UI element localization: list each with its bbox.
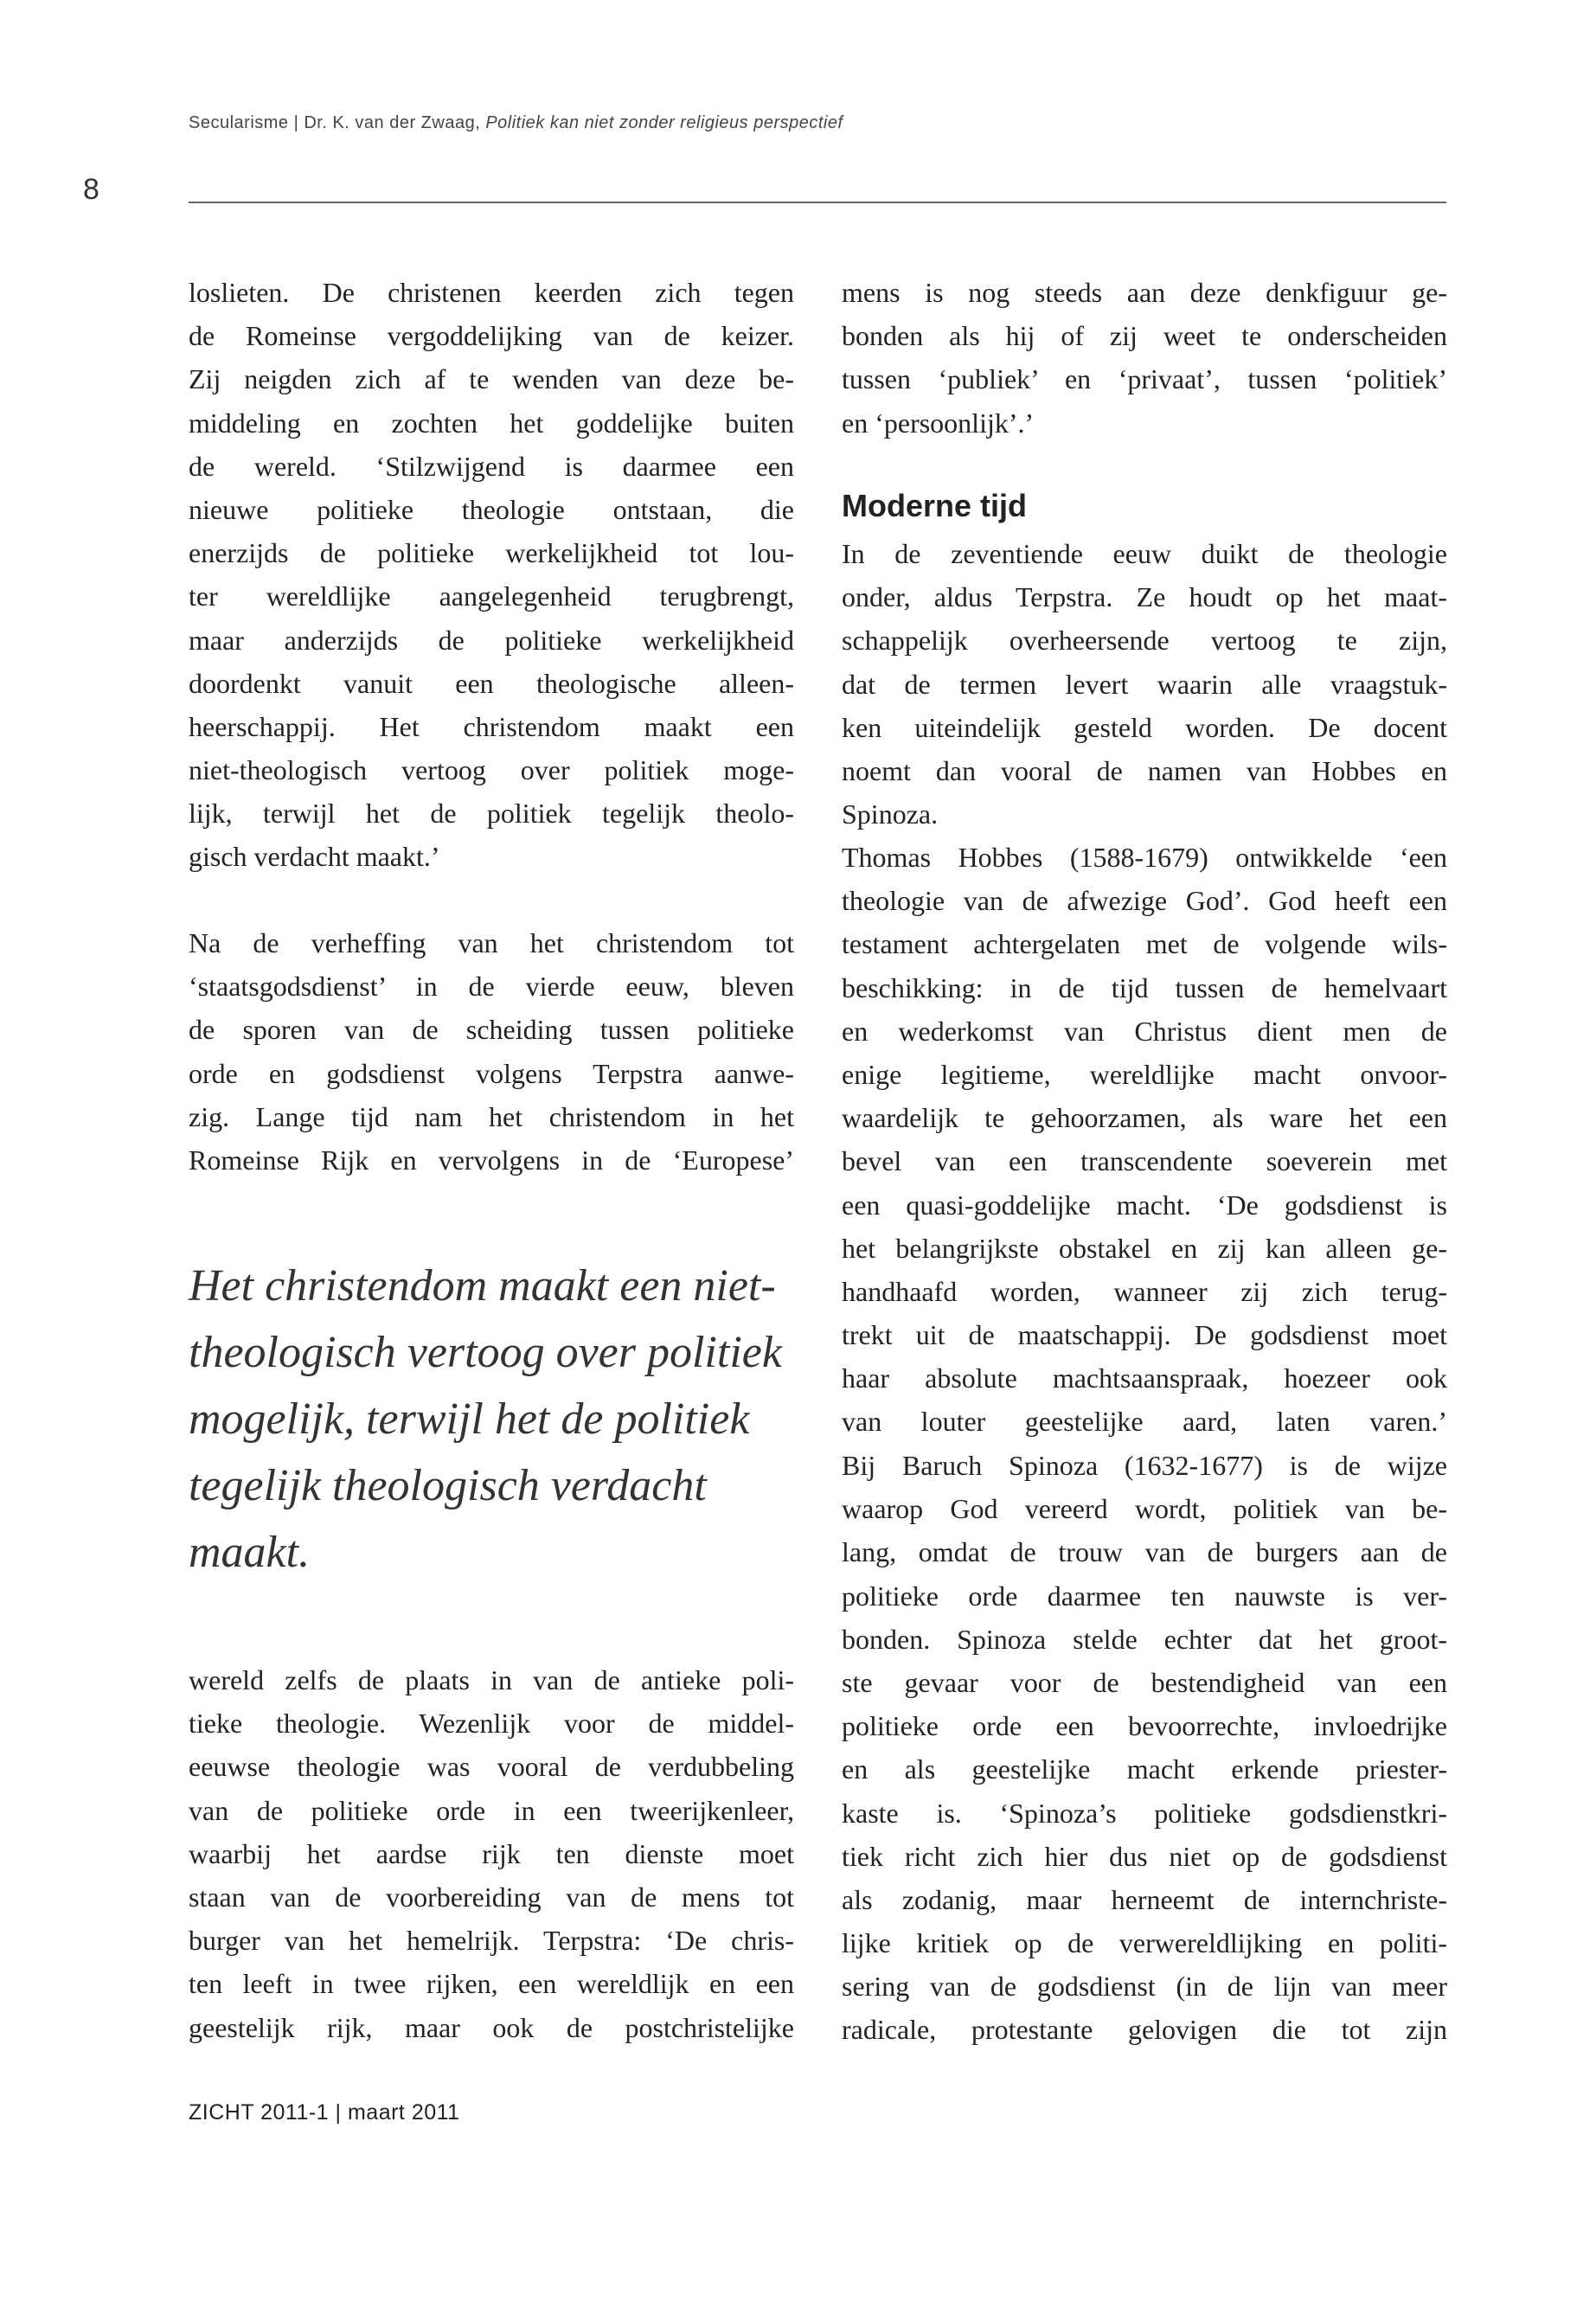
text-line: noemt dan vooral de namen van Hobbes en xyxy=(842,754,1447,786)
text-line: Na de verheffing van het christendom tot xyxy=(189,927,794,958)
text-line: handhaafd worden, wanneer zij zich terug- xyxy=(842,1275,1447,1307)
right-para-2 xyxy=(842,532,1447,836)
text-line: lijke kritiek op de verwereldlijking en politi- xyxy=(842,1927,1447,1959)
text-line: theologie van de afwezige God’. God heeft een xyxy=(842,885,1447,917)
text-line: zig. Lange tijd nam het christendom in het xyxy=(189,1100,794,1132)
pull-quote-line: tegelijk theologisch verdacht xyxy=(189,1461,707,1510)
text-line: tussen ‘publiek’ en ‘privaat’, tussen ‘politiek’ xyxy=(842,363,1447,395)
text-line: Spinoza. xyxy=(842,798,939,830)
text-line: en wederkomst van Christus dient men de xyxy=(842,1015,1447,1047)
page-number: 8 xyxy=(83,173,99,206)
text-line: radicale, protestante gelovigen die tot zijn xyxy=(842,2014,1447,2046)
text-line: dat de termen levert waarin alle vraagstuk- xyxy=(842,668,1447,700)
text-line: Zij neigden zich af te wenden van deze be- xyxy=(189,363,794,395)
text-line: mens is nog steeds aan deze denkfiguur ge- xyxy=(842,277,1447,308)
text-line: ste gevaar voor de bestendigheid van een xyxy=(842,1666,1447,1698)
text-line: In de zeventiende eeuw duikt de theologie xyxy=(842,538,1447,569)
text-line: trekt uit de maatschappij. De godsdienst moet xyxy=(842,1319,1447,1351)
text-line: waarbij het aardse rijk ten dienste moet xyxy=(189,1837,794,1869)
right-para-1 xyxy=(842,271,1447,445)
text-line: niet-theologisch vertoog over politiek moge- xyxy=(189,754,794,786)
text-line: haar absolute machtsaanspraak, hoezeer ook xyxy=(842,1362,1447,1394)
text-line: politieke orde daarmee ten nauwste is ver- xyxy=(842,1580,1447,1612)
text-line: de wereld. ‘Stilzwijgend is daarmee een xyxy=(189,450,794,482)
text-line: beschikking: in de tijd tussen de hemelvaart xyxy=(842,971,1447,1003)
right-para-4 xyxy=(842,1444,1447,2052)
text-line: bevel van een transcendente soeverein met xyxy=(842,1145,1447,1177)
left-para-1 xyxy=(189,271,794,879)
text-line: staan van de voorbereiding van de mens tot xyxy=(189,1881,794,1913)
text-line: tiek richt zich hier dus niet op de godsdienst xyxy=(842,1840,1447,1872)
pull-quote-line: mogelijk, terwijl het de politiek xyxy=(189,1394,750,1444)
right-para-3 xyxy=(842,836,1447,1444)
text-line: politieke orde een bevoorrechte, invloedrijke xyxy=(842,1710,1447,1742)
text-line: tieke theologie. Wezenlijk voor de middel- xyxy=(189,1708,794,1740)
text-line: wereld zelfs de plaats in van de antieke poli- xyxy=(189,1664,794,1695)
text-line: enige legitieme, wereldlijke macht onvoor- xyxy=(842,1058,1447,1090)
text-line: ten leeft in twee rijken, een wereldlijk en een xyxy=(189,1968,794,2000)
footer: ZICHT 2011-1 | maart 2011 xyxy=(189,2100,460,2125)
text-line: ken uiteindelijk gesteld worden. De docent xyxy=(842,711,1447,743)
text-line: het belangrijkste obstakel en zij kan alleen ge- xyxy=(842,1232,1447,1264)
text-line: middeling en zochten het goddelijke buiten xyxy=(189,407,794,439)
left-para-2 xyxy=(189,921,794,1182)
text-line: eeuwse theologie was vooral de verdubbeling xyxy=(189,1751,794,1783)
text-line: geestelijk rijk, maar ook de postchristelijke xyxy=(189,2011,794,2043)
text-line: sering van de godsdienst (in de lijn van meer xyxy=(842,1971,1447,2003)
text-line: schappelijk overheersende vertoog te zijn, xyxy=(842,625,1447,657)
pull-quote xyxy=(189,1253,811,1586)
text-line: ‘staatsgodsdienst’ in de vierde eeuw, bleven xyxy=(189,971,794,1003)
text-line: en ‘persoonlijk’.’ xyxy=(842,407,1035,439)
pull-quote-line: theologisch vertoog over politiek xyxy=(189,1328,782,1377)
text-line: lijk, terwijl het de politiek tegelijk theolo- xyxy=(189,798,794,830)
text-line: Romeinse Rijk en vervolgens in de ‘Europese’ xyxy=(189,1144,794,1176)
pull-quote-line: Het christendom maakt een niet- xyxy=(189,1261,776,1311)
text-line: onder, aldus Terpstra. Ze houdt op het maat- xyxy=(842,581,1447,613)
text-line: de Romeinse vergoddelijking van de keizer. xyxy=(189,320,794,352)
text-line: lang, omdat de trouw van de burgers aan de xyxy=(842,1536,1447,1568)
text-line: Bij Baruch Spinoza (1632-1677) is de wijze xyxy=(842,1450,1447,1481)
text-line: burger van het hemelrijk. Terpstra: ‘De chris- xyxy=(189,1925,794,1957)
text-line: doordenkt vanuit een theologische alleen- xyxy=(189,667,794,699)
header-section: Secularisme | Dr. K. van der Zwaag, xyxy=(189,113,481,132)
text-line: nieuwe politieke theologie ontstaan, die xyxy=(189,493,794,525)
text-line: loslieten. De christenen keerden zich tegen xyxy=(189,277,794,308)
section-heading: Moderne tijd xyxy=(842,488,1027,523)
left-para-3 xyxy=(189,1658,794,2049)
text-line: gisch verdacht maakt.’ xyxy=(189,841,440,873)
header-article-title: Politiek kan niet zonder religieus perspectief xyxy=(485,113,843,132)
text-line: bonden als hij of zij weet te onderscheiden xyxy=(842,320,1447,352)
header-rule xyxy=(189,202,1446,203)
running-header xyxy=(189,113,843,133)
text-line: testament achtergelaten met de volgende wils- xyxy=(842,928,1447,960)
text-line: van louter geestelijke aard, laten varen.’ xyxy=(842,1406,1447,1438)
text-line: van de politieke orde in een tweerijkenleer, xyxy=(189,1794,794,1826)
text-line: waarop God vereerd wordt, politiek van be- xyxy=(842,1493,1447,1525)
text-line: ter wereldlijke aangelegenheid terugbrengt, xyxy=(189,580,794,612)
text-line: en als geestelijke macht erkende priester- xyxy=(842,1753,1447,1785)
text-line: waardelijk te gehoorzamen, als ware het een xyxy=(842,1102,1447,1134)
text-line: een quasi-goddelijke macht. ‘De godsdienst is xyxy=(842,1189,1447,1221)
text-line: Thomas Hobbes (1588-1679) ontwikkelde ‘een xyxy=(842,842,1447,873)
text-line: heerschappij. Het christendom maakt een xyxy=(189,710,794,742)
text-line: als zodanig, maar herneemt de internchriste- xyxy=(842,1883,1447,1915)
text-line: maar anderzijds de politieke werkelijkheid xyxy=(189,624,794,656)
text-line: de sporen van de scheiding tussen politieke xyxy=(189,1014,794,1046)
pull-quote-line: maakt. xyxy=(189,1528,311,1577)
text-line: orde en godsdienst volgens Terpstra aanwe- xyxy=(189,1057,794,1089)
text-line: bonden. Spinoza stelde echter dat het groot- xyxy=(842,1623,1447,1655)
text-line: kaste is. ‘Spinoza’s politieke godsdienstkri- xyxy=(842,1797,1447,1829)
text-line: enerzijds de politieke werkelijkheid tot lou- xyxy=(189,537,794,569)
